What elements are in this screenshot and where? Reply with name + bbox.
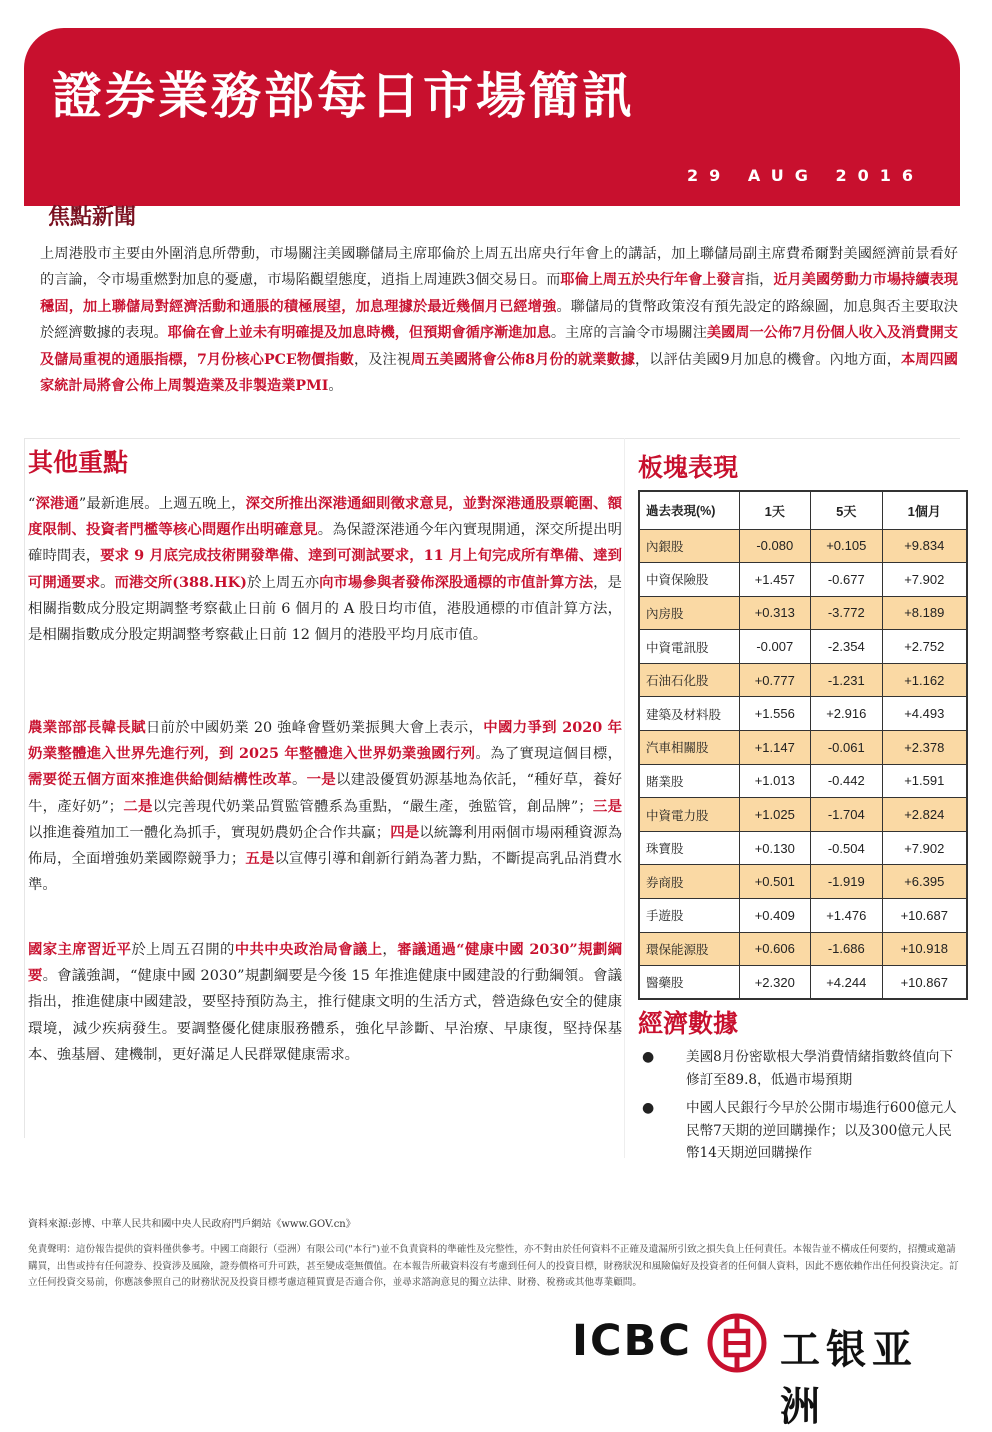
body-text: 日前於中國奶業 20 強峰會暨奶業振興大會上表示， bbox=[145, 720, 484, 736]
left-rule bbox=[24, 438, 25, 1138]
sector-name-cell: 建築及材料股 bbox=[639, 697, 739, 731]
performance-value-cell: -0.007 bbox=[739, 630, 811, 664]
highlight-text: 一是 bbox=[306, 771, 336, 789]
sector-name-cell: 中資電訊股 bbox=[639, 630, 739, 664]
body-text: ”最新進展。上週五晚上， bbox=[78, 496, 246, 512]
performance-value-cell: +9.834 bbox=[882, 529, 967, 563]
body-text: 以推進養殖加工一體化為抓手，實現奶農奶企合作共贏； bbox=[28, 824, 391, 841]
table-row bbox=[639, 831, 967, 865]
highlight-paragraph-healthy-china bbox=[28, 937, 622, 1068]
sector-performance-title: 板塊表現 bbox=[638, 453, 739, 482]
highlight-paragraph-sz-hk-connect bbox=[28, 491, 622, 715]
sector-name-cell: 賭業股 bbox=[639, 764, 739, 798]
column-header: 5天 bbox=[811, 491, 883, 529]
performance-value-cell: +1.025 bbox=[739, 798, 811, 832]
highlight-text: 美國周一公佈7月份個人收入及消費開支及儲局重視的通脹指標，7月份核心PCE物價指數 bbox=[40, 325, 958, 368]
performance-value-cell: -1.231 bbox=[811, 663, 883, 697]
source-note: 資料來源:彭博、中華人民共和國中央人民政府門戶網站《www.GOV.cn》 bbox=[28, 1219, 356, 1230]
table-row bbox=[639, 563, 967, 597]
performance-value-cell: -1.919 bbox=[811, 865, 883, 899]
list-item-text: 中國人民銀行今早於公開市場進行600億元人民幣7天期的逆回購操作；以及300億元人民幣14天期逆回購操作 bbox=[686, 1100, 957, 1161]
bullet-icon: ● bbox=[642, 1100, 655, 1116]
highlight-text: 而港交所(388.HK) bbox=[114, 573, 247, 591]
list-item bbox=[640, 1046, 960, 1091]
table-row bbox=[639, 865, 967, 899]
economic-data-list bbox=[640, 1046, 960, 1171]
section-divider bbox=[24, 438, 960, 439]
performance-value-cell: +0.130 bbox=[739, 831, 811, 865]
icbc-emblem-icon bbox=[706, 1312, 768, 1374]
sector-name-cell: 醫藥股 bbox=[639, 966, 739, 1000]
body-text: 。 bbox=[291, 772, 307, 789]
table-row bbox=[639, 798, 967, 832]
performance-value-cell: +1.013 bbox=[739, 764, 811, 798]
other-highlights-title: 其他重點 bbox=[28, 448, 129, 477]
focus-news-body bbox=[40, 241, 958, 399]
list-item bbox=[640, 1097, 960, 1165]
disclaimer: 免責聲明：這份報告提供的資料僅供參考。中國工商銀行（亞洲）有限公司("本行")並不負責資料的準確性及完整性，亦不對由於任何資料不正確及遺漏所引致之損失負上任何責任。本報告並不構成任何要約，招攬或邀請購買，出售或持有任何證券、投資涉及風險，證券價格可升可跌，甚至變成毫無價值。在本報告所載資料沒有考慮到任何人的投資目標，財務狀況和風險偏好及投資者的任何個人資料，因此不應依賴作出任何投資決定。訂立任何投資交易前，你應該參照自己的財務狀況及投資目標考慮這種買賣是否適合你，並尋求諮詢意見的獨立法律、財務、稅務或其他專業顧問。 bbox=[28, 1244, 959, 1288]
performance-value-cell: +0.313 bbox=[739, 596, 811, 630]
body-text: 上周港股市主要由外圍消息所帶動，市場關注美國聯儲局主席耶倫於上周五出席央行年會上的講話，加上聯儲局副主席費希爾對美國經濟前景看好的言論，令市場重燃對加息的憂慮，市場陷觀望態度，逍指上周連跌3個交易日。而 bbox=[40, 246, 958, 289]
performance-value-cell: +1.591 bbox=[882, 764, 967, 798]
highlight-text: 要求 9 月底完成技術開發準備、達到可測試要求，11 月上旬完成所有準備、達到可開通要求 bbox=[28, 547, 622, 591]
performance-value-cell: +0.409 bbox=[739, 899, 811, 933]
table-row bbox=[639, 529, 967, 563]
performance-value-cell: +1.476 bbox=[811, 899, 883, 933]
economic-data-title: 經濟數據 bbox=[638, 1009, 739, 1038]
sector-name-cell: 內房股 bbox=[639, 596, 739, 630]
highlight-text: 深港通 bbox=[35, 495, 79, 512]
column-header: 1天 bbox=[739, 491, 811, 529]
table-row bbox=[639, 663, 967, 697]
body-text: 。聯儲局的貨幣政策沒有預先設定的路線圖，加息與否主要取決於經濟數據的表現。 bbox=[40, 298, 958, 342]
bullet-icon: ● bbox=[642, 1049, 655, 1065]
performance-value-cell: +4.493 bbox=[882, 697, 967, 731]
highlight-text: 農業部部長韓長賦 bbox=[28, 719, 146, 736]
body-text: 以完善現代奶業品質監管體系為重點，“嚴生產，強監管，創品牌”； bbox=[152, 798, 593, 815]
body-text: 。會議強調，“健康中國 2030”規劃綱要是今後 15 年推進健康中國建設的行動綱領。會議指出，推進健康中國建設，要堅持預防為主，推行健康文明的生活方式，營造綠色安全的健康環境，減少疾病發生。要調整優化健康服務體系，強化早診斷、早治療、早康復，堅持保基本、強基層、建機制，更好滿足人民群眾健康需求。 bbox=[28, 968, 622, 1063]
highlight-text: 近月美國勞動力市場持續表現穩固，加上聯儲局對經濟活動和通脹的積極展望，加息理據於最近幾個月已經增強 bbox=[40, 272, 958, 315]
sector-name-cell: 石油石化股 bbox=[639, 663, 739, 697]
performance-value-cell: +1.556 bbox=[739, 697, 811, 731]
body-text: “ bbox=[28, 496, 36, 512]
performance-value-cell: -3.772 bbox=[811, 596, 883, 630]
performance-value-cell: -0.504 bbox=[811, 831, 883, 865]
highlight-text: 國家主席習近平 bbox=[28, 941, 132, 958]
performance-value-cell: +0.501 bbox=[739, 865, 811, 899]
highlight-text: 五是 bbox=[245, 850, 275, 868]
performance-value-cell: +7.902 bbox=[882, 563, 967, 597]
performance-value-cell: +8.189 bbox=[882, 596, 967, 630]
performance-value-cell: -1.704 bbox=[811, 798, 883, 832]
performance-value-cell: +10.867 bbox=[882, 966, 967, 1000]
column-header: 1個月 bbox=[882, 491, 967, 529]
highlight-text: 耶倫上周五於央行年會上發言 bbox=[560, 272, 745, 289]
performance-value-cell: +2.320 bbox=[739, 966, 811, 1000]
report-date: 29 AUG 2016 bbox=[687, 166, 924, 185]
highlight-text: 三是 bbox=[592, 797, 622, 815]
sector-name-cell: 珠寶股 bbox=[639, 831, 739, 865]
performance-value-cell: +2.824 bbox=[882, 798, 967, 832]
highlight-text: 中共中央政治局會議上 bbox=[234, 941, 383, 958]
other-highlights-body bbox=[28, 491, 622, 1068]
performance-value-cell: +1.162 bbox=[882, 663, 967, 697]
table-row bbox=[639, 630, 967, 664]
table-row bbox=[639, 764, 967, 798]
performance-value-cell: +0.777 bbox=[739, 663, 811, 697]
body-text: 指， bbox=[744, 272, 774, 289]
highlight-text: 四是 bbox=[390, 823, 420, 841]
sector-performance-table bbox=[638, 490, 968, 1000]
table-row bbox=[639, 731, 967, 765]
performance-value-cell: -0.061 bbox=[811, 731, 883, 765]
performance-value-cell: +10.687 bbox=[882, 899, 967, 933]
highlight-text: 深交所推出深港通細則徵求意見，並對深港通股票範圍、額度限制、投資者門檻等核心問題作出明確意見 bbox=[28, 495, 622, 539]
highlight-text: 二是 bbox=[123, 797, 153, 815]
highlight-text: 周五美國將會公佈8月份的就業數據 bbox=[411, 351, 636, 368]
performance-value-cell: +0.105 bbox=[811, 529, 883, 563]
body-text: 。為了實現這個目標， bbox=[475, 746, 622, 763]
highlight-text: 向市場參與者發佈深股通標的市值計算方法 bbox=[319, 573, 594, 591]
sector-name-cell: 中資電力股 bbox=[639, 798, 739, 832]
sector-name-cell: 環保能源股 bbox=[639, 932, 739, 966]
table-body bbox=[639, 529, 967, 999]
performance-value-cell: +2.916 bbox=[811, 697, 883, 731]
highlight-text: 本周四國家統計局將會公佈上周製造業及非製造業PMI bbox=[40, 351, 958, 395]
body-text: 以統籌利用兩個市場兩種資源為佈局，全面增強奶業國際競爭力； bbox=[28, 824, 622, 868]
sector-name-cell: 中資保險股 bbox=[639, 563, 739, 597]
list-item-text: 美國8月份密歇根大學消費情緒指數終值向下修訂至89.8，低過市場預期 bbox=[686, 1049, 953, 1088]
body-text: 。 bbox=[328, 378, 343, 395]
performance-value-cell: +7.902 bbox=[882, 831, 967, 865]
column-header: 過去表現(%) bbox=[639, 491, 739, 529]
table-row bbox=[639, 899, 967, 933]
column-rule bbox=[624, 438, 625, 1158]
performance-value-cell: -0.677 bbox=[811, 563, 883, 597]
sector-name-cell: 券商股 bbox=[639, 865, 739, 899]
sector-name-cell: 內銀股 bbox=[639, 529, 739, 563]
body-text: 。主席的言論令市場關注 bbox=[550, 325, 707, 342]
highlight-text: 審議通過“健康中國 2030”規劃綱要 bbox=[28, 941, 622, 985]
body-text: 。 bbox=[100, 574, 115, 591]
highlight-text: 中國力爭到 2020 年奶業整體進入世界先進行列，到 2025 年整體進入世界奶業強國行列 bbox=[28, 719, 623, 763]
highlight-paragraph-dairy bbox=[28, 715, 622, 937]
body-text: ，及注視 bbox=[353, 351, 412, 368]
performance-value-cell: +4.244 bbox=[811, 966, 883, 1000]
icbc-asia-logo bbox=[572, 1312, 962, 1430]
table-row bbox=[639, 697, 967, 731]
performance-value-cell: +0.606 bbox=[739, 932, 811, 966]
performance-value-cell: +1.457 bbox=[739, 563, 811, 597]
page-title: 證券業務部每日市場簡訊 bbox=[52, 67, 635, 125]
focus-news-title: 焦點新聞 bbox=[48, 205, 137, 230]
table-row bbox=[639, 596, 967, 630]
body-text: 。為保證深港通今年內實現開通，深交所提出明確時間表， bbox=[28, 522, 622, 565]
performance-value-cell: -1.686 bbox=[811, 932, 883, 966]
highlight-text: 需要從五個方面來推進供給側結構性改革 bbox=[28, 771, 292, 789]
body-text: ，是相關指數成分股定期調整考察截止日前 6 個月的 A 股日均市值，港股通標的市值計算方法，是相關指數成分股定期調整考察截止日前 12 個月的港股平均月底市值。 bbox=[28, 574, 622, 644]
performance-value-cell: +10.918 bbox=[882, 932, 967, 966]
sector-name-cell: 手遊股 bbox=[639, 899, 739, 933]
performance-value-cell: +2.752 bbox=[882, 630, 967, 664]
table-header-row bbox=[639, 491, 967, 529]
sector-name-cell: 汽車相關股 bbox=[639, 731, 739, 765]
performance-value-cell: +1.147 bbox=[739, 731, 811, 765]
table-row bbox=[639, 932, 967, 966]
body-text: ， bbox=[382, 942, 398, 958]
body-text: 以建設優質奶源基地為依託，“種好草，養好牛，產好奶”； bbox=[28, 772, 622, 815]
logo-latin: ICBC bbox=[572, 1316, 692, 1366]
performance-value-cell: -0.442 bbox=[811, 764, 883, 798]
performance-value-cell: -2.354 bbox=[811, 630, 883, 664]
performance-value-cell: -0.080 bbox=[739, 529, 811, 563]
body-text: ，以評估美國9月加息的機會。內地方面， bbox=[635, 351, 901, 368]
body-text: 於上周五召開的 bbox=[131, 942, 235, 958]
performance-value-cell: +6.395 bbox=[882, 865, 967, 899]
table-row bbox=[639, 966, 967, 1000]
performance-value-cell: +2.378 bbox=[882, 731, 967, 765]
body-text: 以宣傳引導和創新行銷為著力點，不斷提高乳品消費水準。 bbox=[28, 851, 622, 894]
logo-chinese: 工银亚洲 bbox=[780, 1327, 918, 1430]
highlight-text: 耶倫在會上並未有明確提及加息時機，但預期會循序漸進加息 bbox=[167, 325, 551, 342]
body-text: 於上周五亦 bbox=[247, 574, 320, 591]
